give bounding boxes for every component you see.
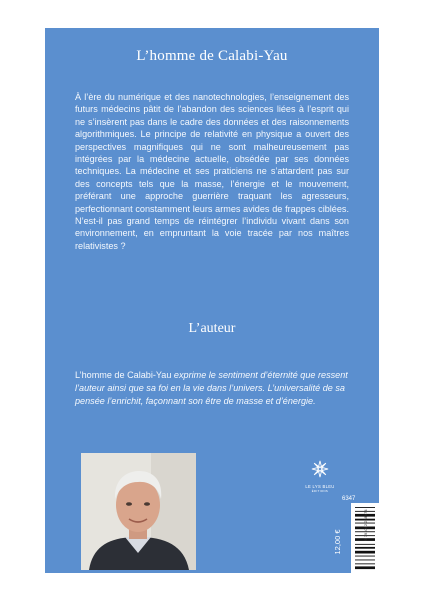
lys-flower-icon [311,460,329,478]
book-title: L’homme de Calabi-Yau [136,48,288,64]
barcode-bar [355,560,375,561]
author-bio-italic: exprime le sentiment d’éternité que ressent l’auteur ainsi que sa foi en la vie dans l’univers. L’universalité de sa pensée l’enrichit, façonnant son être de masse et d’énergie. [75,370,348,406]
book-summary: À l’ère du numérique et des nanotechnologies, l’enseignement des futurs médecins pâtit de l’abandon des sciences liées à l’esprit qui ne s’insèrent pas dans le cadre des données et des raisonnements algorithmiques. Le principe de relativité en physique a ouvert des perspectives magnifiques qui ne sont malheureusement pas intégrées par la médecine actuelle, obsédée par ses données techniques. La médecine et ses praticiens ne s’attardent pas sur des concepts tels que la masse, l’énergie et le mouvement, préférant une approche guerrière traquant les agresseurs, perfectionnant constamment leurs armes avides de frappes ciblées. N’est-il pas grand temps de réintégrer l’individu vivant dans son environnement, en empruntant la voie tracée par nos maîtres relativistes ? [75,92,349,251]
barcode-bar [355,556,375,557]
publisher-sub: ÉDITIONS [311,489,329,493]
publisher-code: 6347 [342,496,356,502]
price-label: 12,00 € [333,529,342,555]
author-bio-title: L’homme de Calabi-Yau [75,370,172,380]
barcode-bar [355,566,375,569]
publisher-name: LE LYS BLEU [305,484,335,489]
author-photo [81,453,196,570]
isbn-number: 9 791042 288974 [363,509,368,541]
publisher-logo [305,460,335,493]
author-bio [75,369,351,408]
back-cover [45,28,379,573]
author-heading: L’auteur [188,321,236,336]
barcode-bar [355,563,375,564]
author-portrait-image [81,453,196,570]
